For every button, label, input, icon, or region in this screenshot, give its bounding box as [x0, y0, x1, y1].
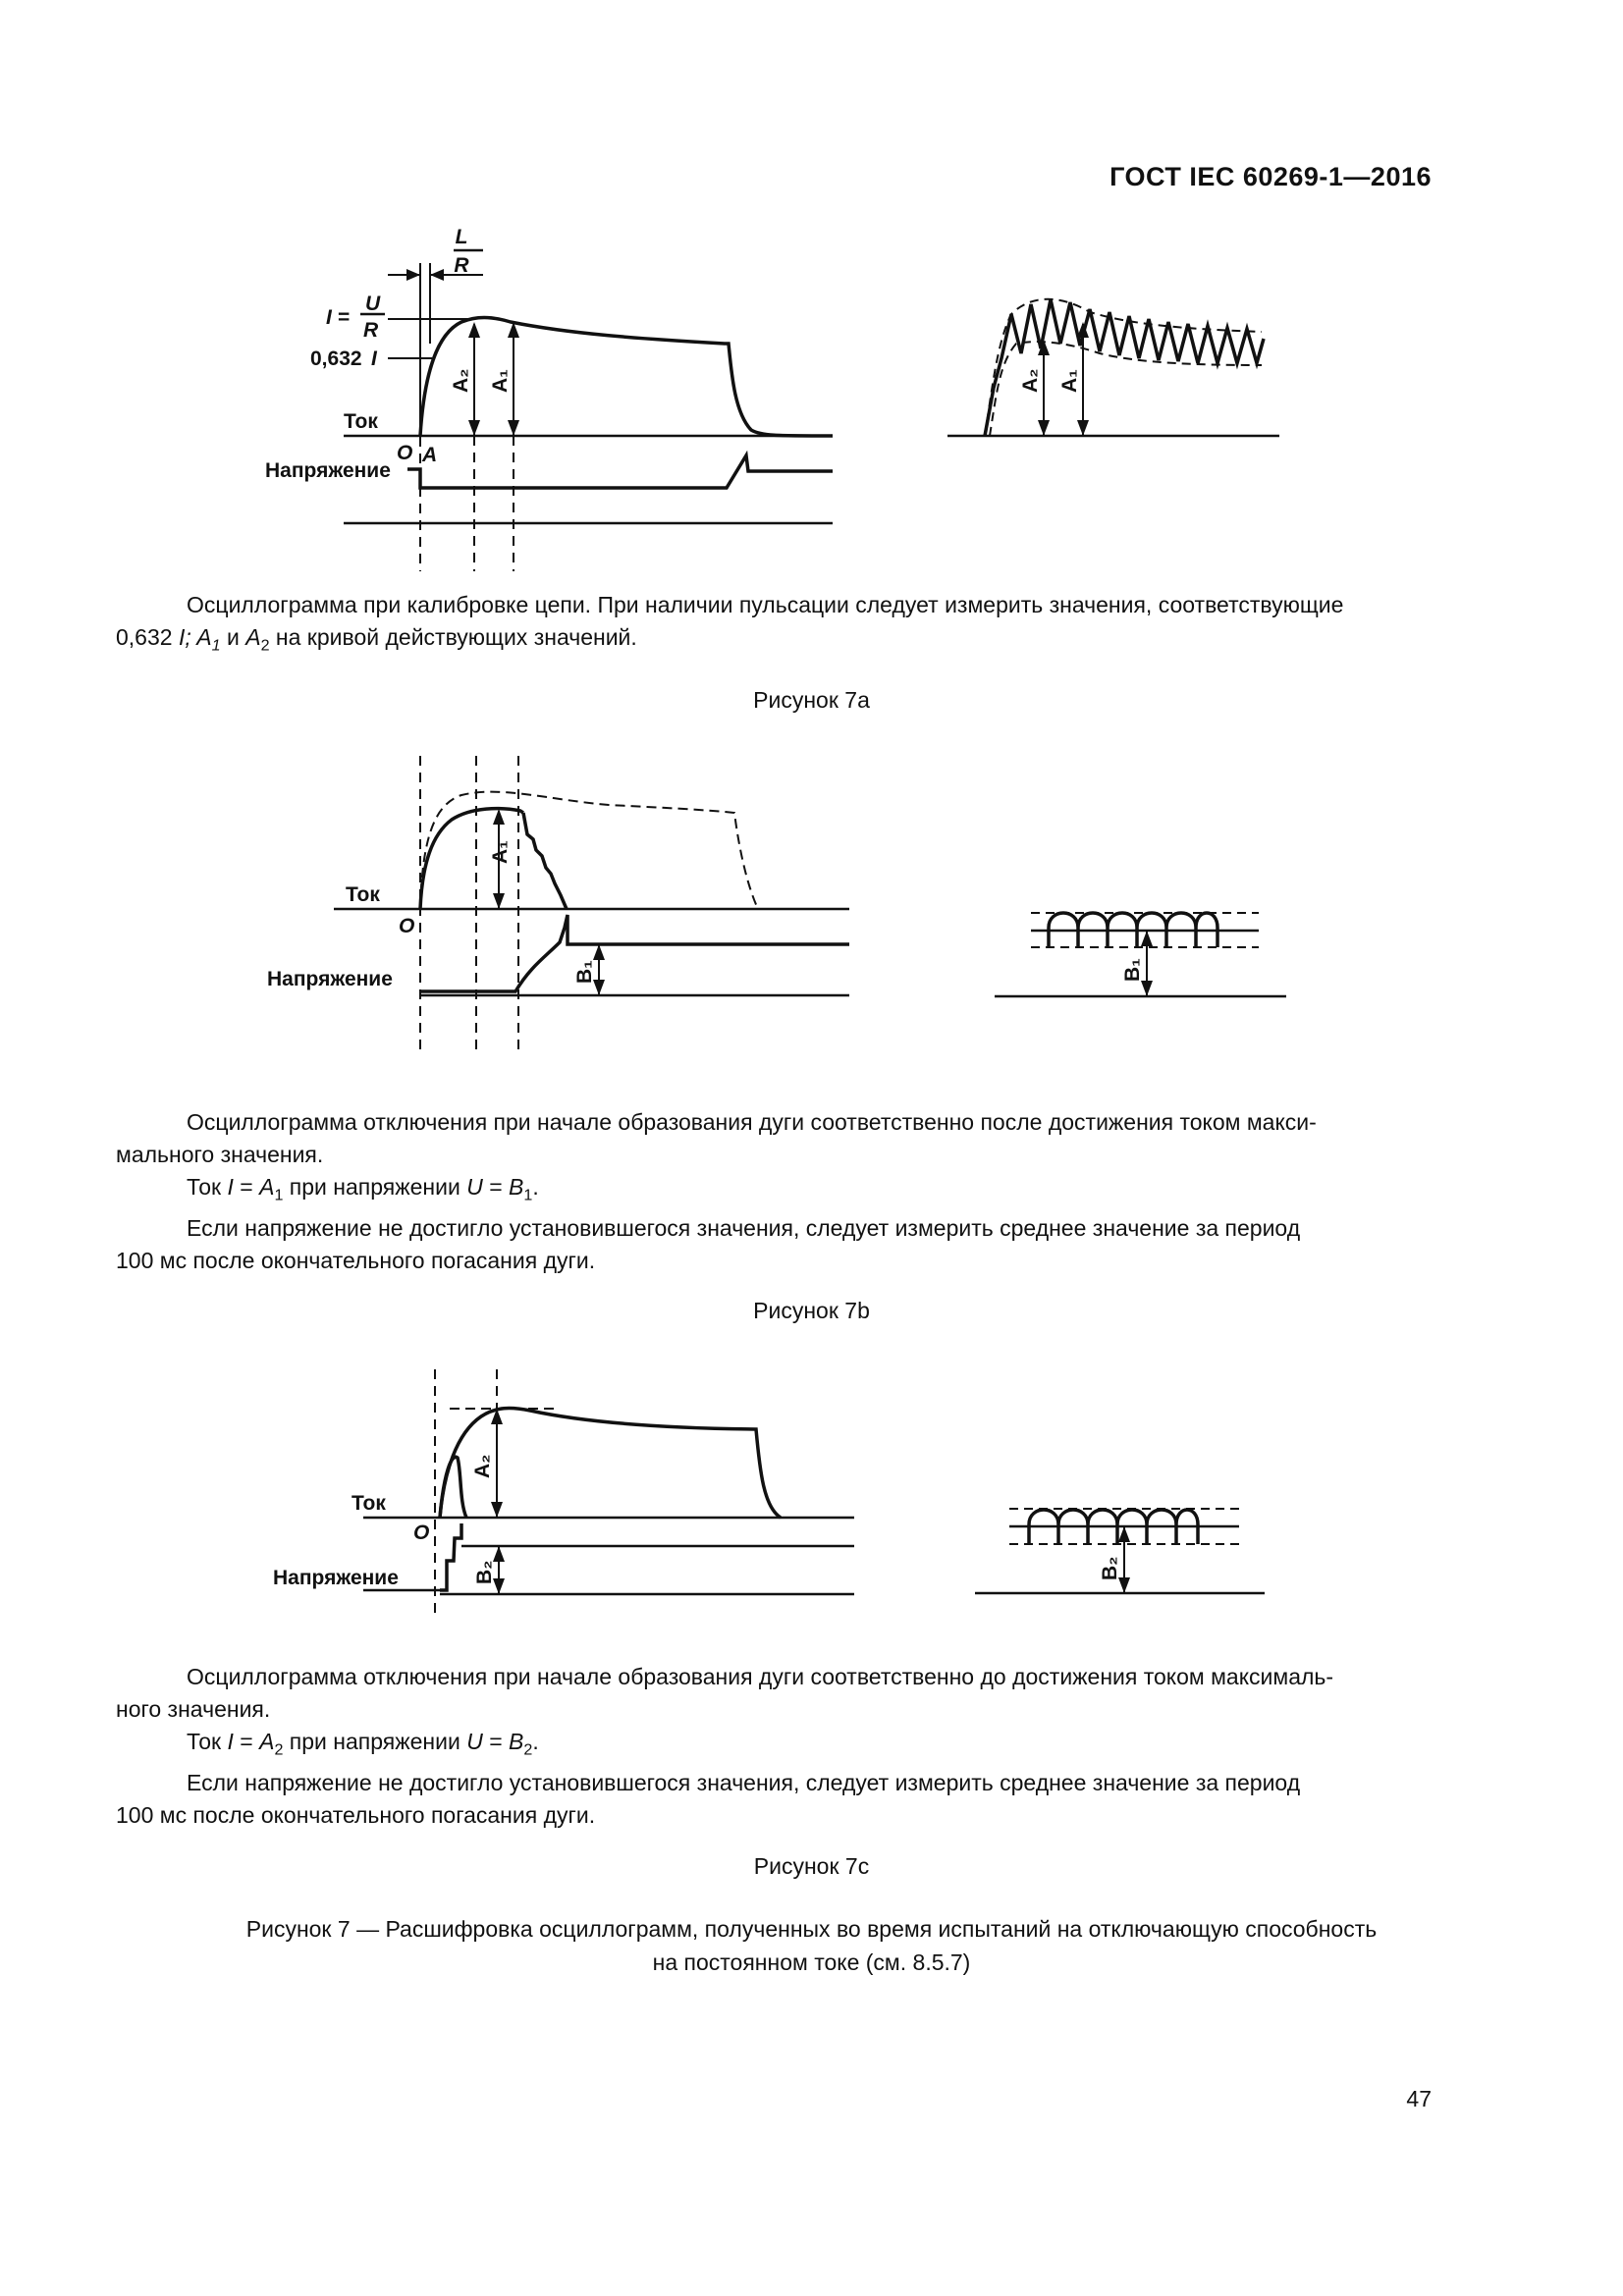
label-a1: A₁	[489, 369, 512, 393]
label-r2: R	[363, 319, 379, 342]
label-o: O	[399, 915, 415, 937]
fig7c-description: Осциллограмма отключения при начале образования дуги соответственно до достижения током максималь- ного значения. Ток $I = A_2$ при напряжении $U = B_2$. Если напряжение не достигло установившегося значения, следует измерить среднее значение за период 100 мс после окончательного погасания дуги.	[116, 1664, 1334, 1828]
label-l: L	[455, 226, 468, 248]
label-o: O	[413, 1522, 430, 1544]
document-header: ГОСТ IEC 60269-1—2016	[1109, 162, 1432, 191]
label-current: Ток	[352, 1492, 386, 1515]
label-u: U	[365, 293, 381, 315]
fig7a-caption: Рисунок 7а	[753, 687, 870, 713]
label-voltage: Напряжение	[267, 968, 393, 990]
label-voltage: Напряжение	[265, 459, 391, 482]
label-o: O	[397, 442, 413, 464]
label-a2: A₂	[471, 1454, 494, 1478]
fig7b-caption: Рисунок 7b	[753, 1298, 870, 1323]
label-a1: A₁	[489, 840, 512, 864]
label-current: Ток	[346, 883, 380, 906]
label-a2-right: A₂	[1019, 368, 1042, 393]
label-a2: A₂	[450, 368, 472, 393]
label-i: I	[371, 347, 377, 370]
label-current: Ток	[344, 410, 378, 433]
fig7a-description: Осциллограмма при калибровке цепи. При наличии пульсации следует измерить значения, соответствующие 0,632 I; $A_1$ и $A_2$ на кривой действующих значений.	[116, 592, 1344, 655]
label-a1-right: A₁	[1058, 369, 1081, 393]
label-a: A	[422, 444, 438, 466]
label-i-eq: I =	[326, 306, 350, 329]
label-voltage: Напряжение	[273, 1567, 399, 1589]
figure-title: Рисунок 7 — Расшифровка осциллограмм, полученных во время испытаний на отключающую способность на постоянном токе (см. 8.5.7)	[245, 1916, 1378, 1975]
label-b2: B₂	[473, 1560, 496, 1584]
label-b2-right: B₂	[1099, 1556, 1121, 1580]
fig7b-description: Осциллограмма отключения при начале образования дуги соответственно после достижения током макси- мального значения. Ток $I = A_1$ при напряжении $U = B_1$. Если напряжение не достигло установившегося значения, следует измерить среднее значение за период 100 мс после окончательного погасания дуги.	[116, 1109, 1317, 1273]
fig7c-caption: Рисунок 7с	[753, 1853, 870, 1879]
label-b1: B₁	[573, 960, 596, 984]
label-r: R	[454, 254, 469, 277]
label-b1-right: B₁	[1121, 958, 1144, 982]
label-0632: 0,632	[310, 347, 362, 370]
page-number: 47	[1406, 2086, 1432, 2111]
